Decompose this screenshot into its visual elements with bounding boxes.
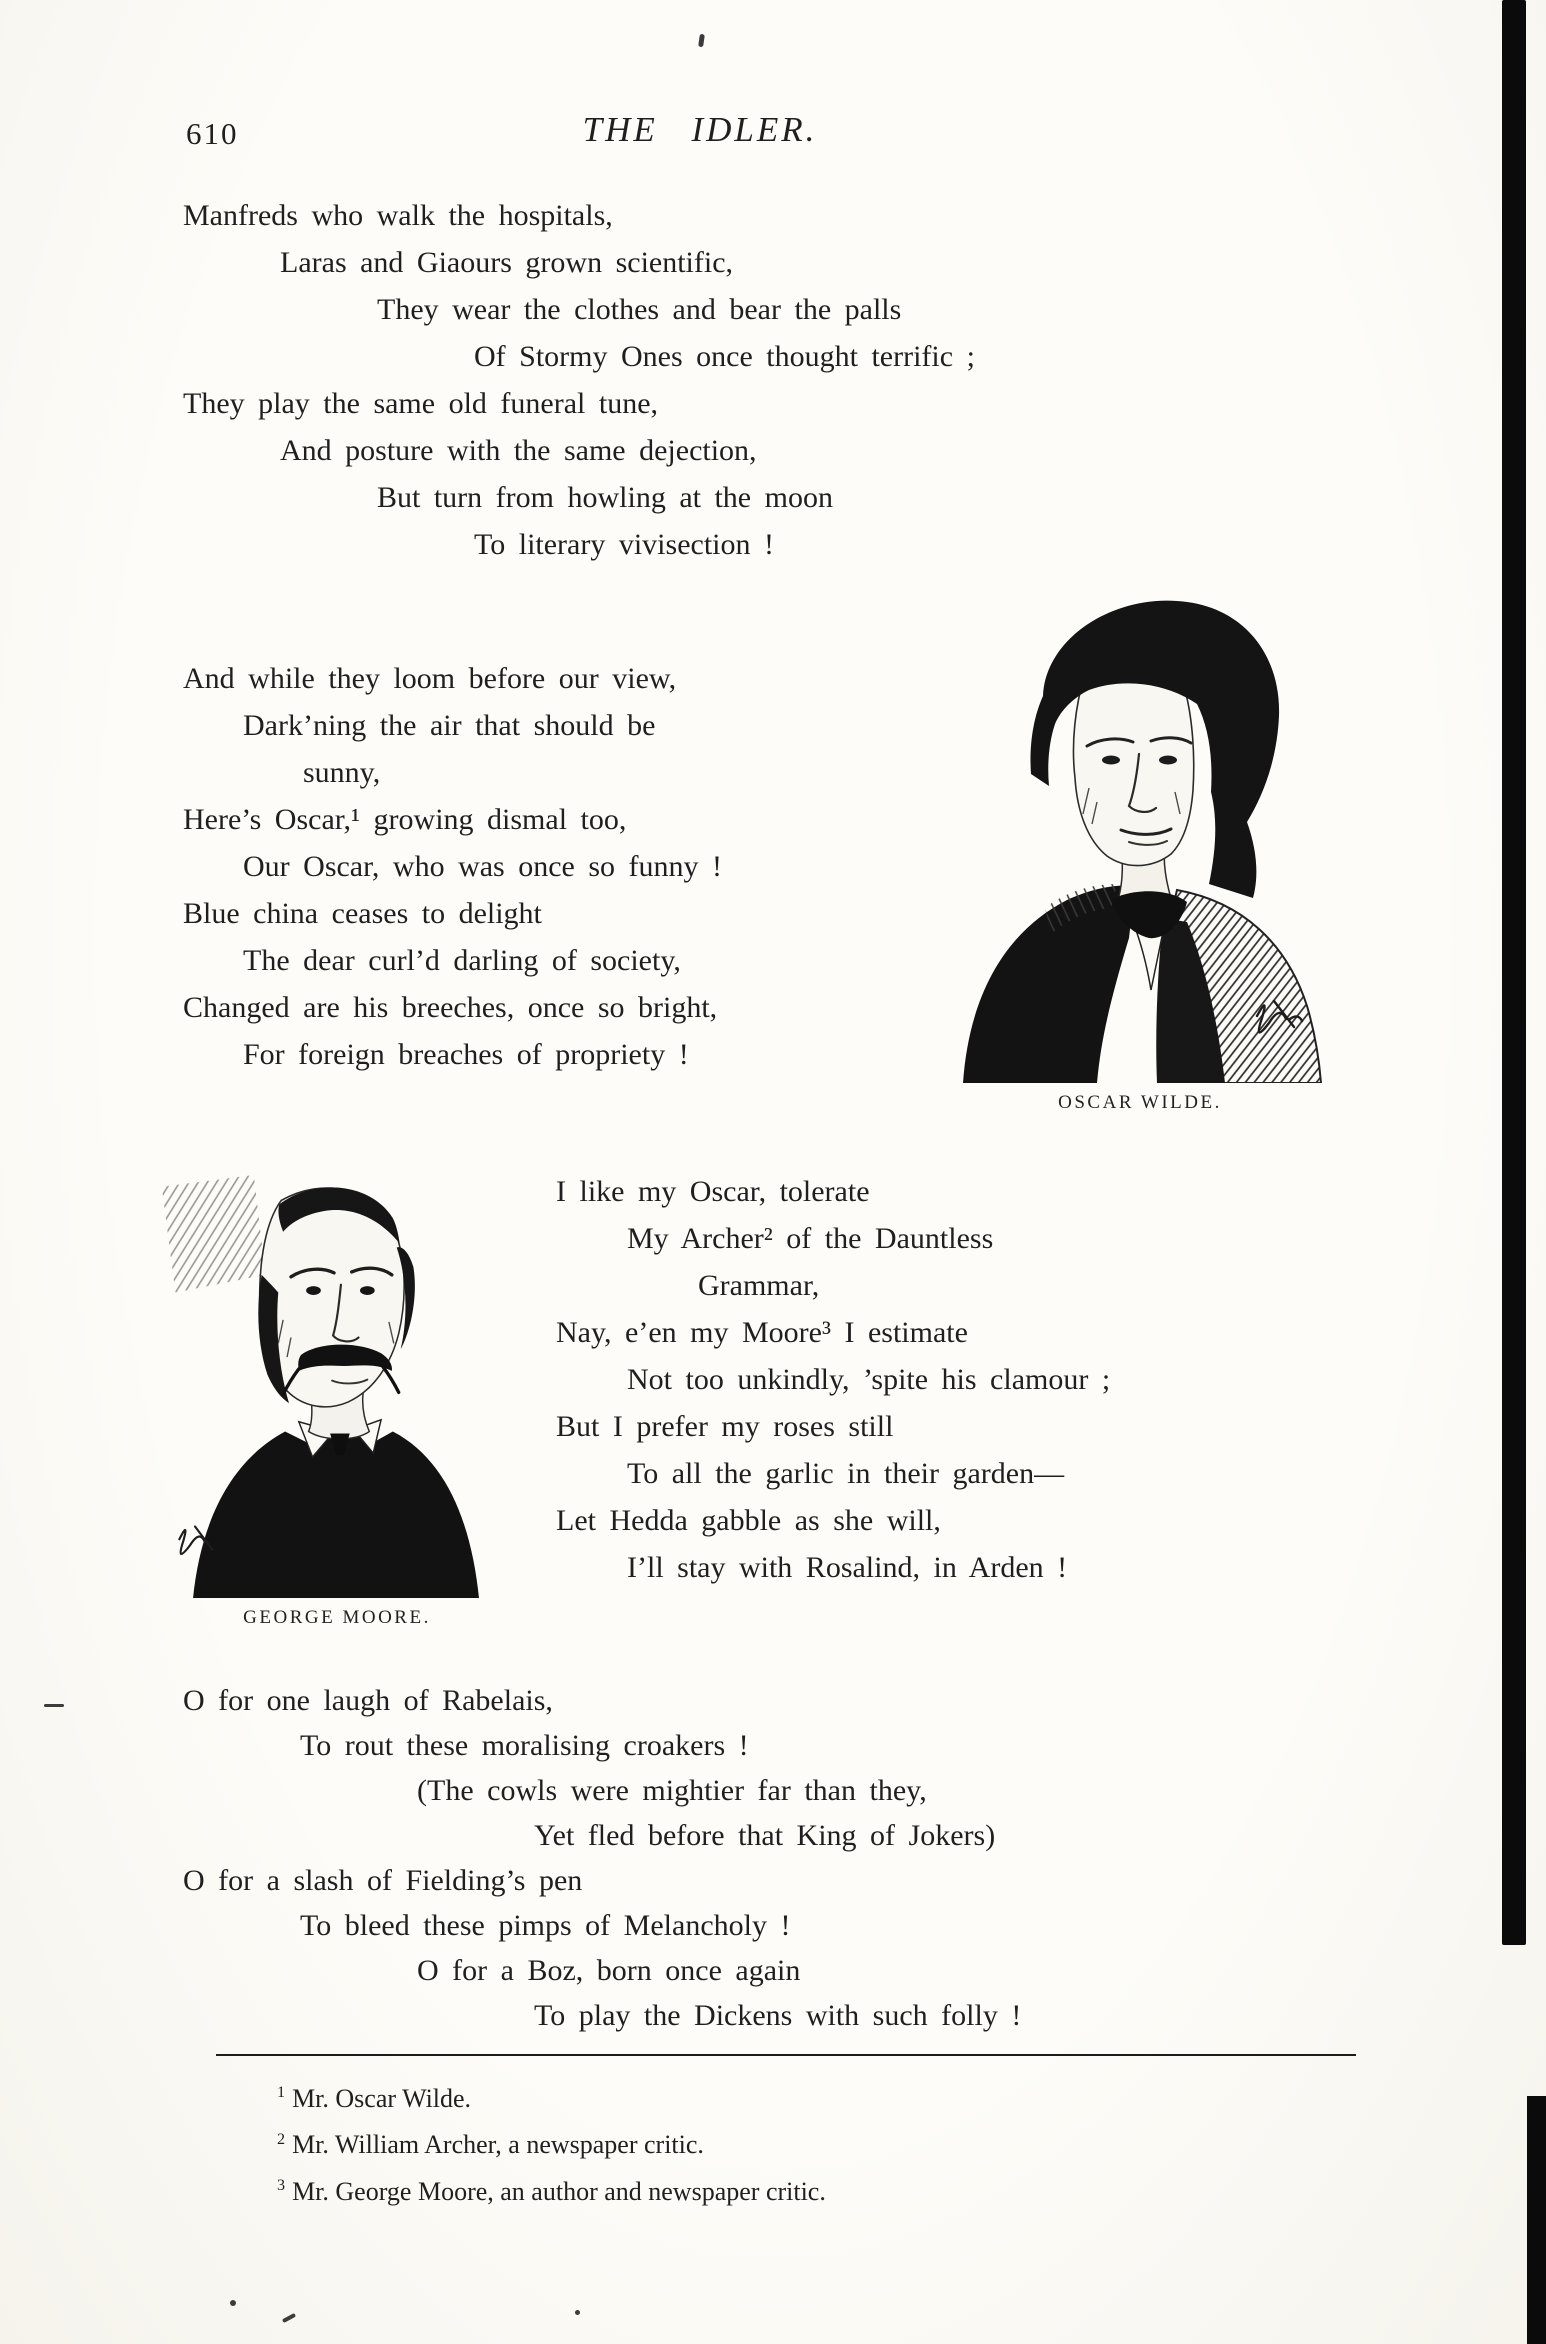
footnote-divider: [216, 2054, 1356, 2056]
poem-stanza-4: [183, 1678, 1021, 2038]
poem-line: They wear the clothes and bear the palls: [377, 293, 902, 326]
scan-speck: [44, 1704, 64, 1707]
poem-line: I’ll stay with Rosalind, in Arden !: [627, 1551, 1068, 1584]
poem-line: Let Hedda gabble as she will,: [556, 1504, 941, 1537]
scan-speck: [230, 2300, 236, 2306]
poem-line: But turn from howling at the moon: [377, 481, 833, 514]
poem-line: To literary vivisection !: [474, 528, 774, 561]
poem-line: Of Stormy Ones once thought terrific ;: [474, 340, 975, 373]
scan-speck: [575, 2310, 580, 2315]
george-moore-portrait-illustration: [132, 1128, 542, 1598]
poem-line: Grammar,: [698, 1269, 820, 1302]
oscar-wilde-portrait-illustration: [925, 578, 1355, 1083]
poem-line: Laras and Giaours grown scientific,: [280, 246, 734, 279]
poem-line: To play the Dickens with such folly !: [534, 1999, 1022, 2032]
moore-figure: [132, 1128, 542, 1629]
footnote-3: [277, 2165, 826, 2212]
moore-caption: GEORGE MOORE.: [243, 1607, 431, 1628]
poem-line: To rout these moralising croakers !: [300, 1729, 749, 1762]
poem-line: To bleed these pimps of Melancholy !: [300, 1909, 791, 1942]
footnote-marker: 2: [277, 2130, 286, 2148]
poem-line: (The cowls were mightier far than they,: [417, 1774, 927, 1807]
footnote-marker: 1: [277, 2084, 286, 2101]
poem-line: To all the garlic in their garden—: [627, 1457, 1065, 1490]
poem-line: Dark’ning the air that should be: [243, 709, 656, 742]
poem-line: O for one laugh of Rabelais,: [183, 1684, 553, 1717]
poem-line: But I prefer my roses still: [556, 1410, 894, 1443]
poem-line: sunny,: [303, 756, 381, 789]
poem-line: And while they loom before our view,: [183, 662, 677, 695]
wilde-caption: OSCAR WILDE.: [1058, 1092, 1222, 1113]
scan-binding-bar-lower: [1527, 2096, 1546, 2344]
poem-line: And posture with the same dejection,: [280, 434, 757, 467]
footnote-text: Mr. Oscar Wilde.: [292, 2083, 472, 2113]
poem-line: Here’s Oscar,¹ growing dismal too,: [183, 803, 627, 836]
poem-stanza-3: [556, 1168, 1110, 1591]
poem-line: For foreign breaches of propriety !: [243, 1038, 689, 1071]
poem-line: Yet fled before that King of Jokers): [534, 1819, 996, 1852]
poem-stanza-2: [183, 655, 722, 1078]
poem-line: Our Oscar, who was once so funny !: [243, 850, 723, 883]
scan-binding-bar: [1502, 0, 1526, 1945]
poem-line: Not too unkindly, ’spite his clamour ;: [627, 1363, 1111, 1396]
poem-line: O for a Boz, born once again: [417, 1954, 801, 1987]
scan-speck: [282, 2313, 296, 2323]
page-number: 610: [186, 116, 239, 151]
footnote-1: [277, 2072, 826, 2119]
poem-line: Nay, e’en my Moore³ I estimate: [556, 1316, 968, 1349]
poem-line: O for a slash of Fielding’s pen: [183, 1864, 583, 1897]
footnote-marker: 3: [277, 2177, 286, 2195]
poem-line: I like my Oscar, tolerate: [556, 1175, 870, 1208]
journal-title: THE IDLER.: [582, 110, 818, 149]
footnote-text: Mr. George Moore, an author and newspaper critic.: [292, 2176, 826, 2206]
scan-speck: [698, 34, 705, 48]
poem-line: My Archer² of the Dauntless: [627, 1222, 994, 1255]
poem-line: They play the same old funeral tune,: [183, 387, 659, 420]
poem-line: Manfreds who walk the hospitals,: [183, 199, 613, 232]
footnote-2: [277, 2119, 826, 2166]
footnote-text: Mr. William Archer, a newspaper critic.: [292, 2130, 704, 2160]
footnotes-block: [277, 2072, 826, 2212]
poem-line: Changed are his breeches, once so bright,: [183, 991, 718, 1024]
poem-line: Blue china ceases to delight: [183, 897, 542, 930]
wilde-figure: [925, 578, 1355, 1114]
poem-stanza-1: [183, 192, 975, 568]
poem-line: The dear curl’d darling of society,: [243, 944, 681, 977]
